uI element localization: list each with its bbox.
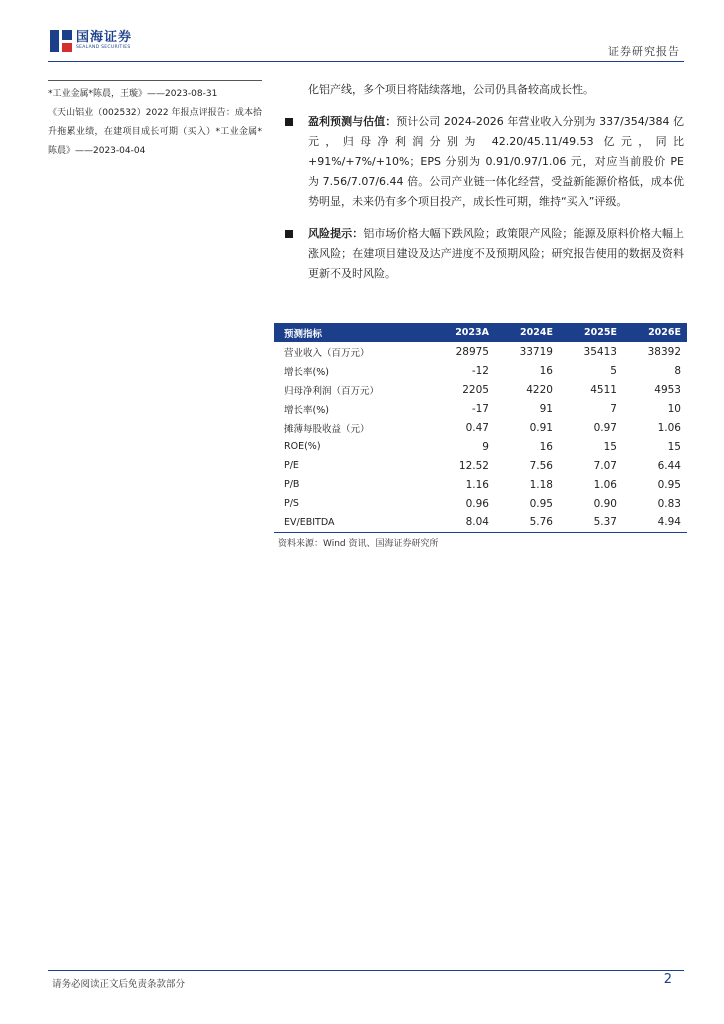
value-cell: 1.18 (529, 478, 553, 491)
page-number: 2 (663, 972, 672, 987)
row-label-cell: P/B (284, 479, 300, 490)
value-cell: 7 (610, 402, 617, 415)
row-label-cell: 营业收入（百万元） (284, 347, 370, 359)
value-cell: 0.47 (465, 421, 489, 434)
logo-cn-text: 国海证券 (76, 30, 133, 46)
value-cell: 35413 (583, 345, 617, 358)
row-label-cell: 增长率(%) (284, 366, 329, 378)
footer-disclaimer: 请务必阅读正文后免责条款部分 (52, 979, 186, 990)
value-cell: 4953 (654, 383, 681, 396)
forecast-title: 盈利预测与估值： (308, 115, 397, 128)
forecast-section (284, 112, 684, 212)
value-cell: 5.76 (495, 513, 559, 532)
table-header-cell: 2023A (430, 323, 495, 342)
row-label-cell: P/E (284, 460, 299, 471)
row-label-cell: EV/EBITDA (274, 513, 430, 532)
value-cell: 4511 (590, 383, 617, 396)
related-report-item: 《天山铝业（002532）2022 年报点评报告：成本拾升拖累业绩，在建项目成长可期（买入）*工业金属*陈晨》——2023-04-04 (48, 108, 262, 156)
value-cell: 0.96 (465, 497, 489, 510)
value-cell: 6.44 (657, 459, 681, 472)
table-row (274, 361, 687, 380)
value-cell: 1.06 (593, 478, 617, 491)
value-cell: 33719 (519, 345, 553, 358)
row-label-cell: ROE(%) (284, 441, 321, 452)
value-cell: 16 (539, 364, 553, 377)
value-cell: 0.97 (593, 421, 617, 434)
sidebar-divider (48, 80, 262, 81)
table-header-row (274, 323, 687, 342)
value-cell: 0.83 (657, 497, 681, 510)
value-cell: 0.91 (529, 421, 553, 434)
table-row (274, 399, 687, 418)
value-cell: 7.56 (529, 459, 553, 472)
value-cell: 28975 (455, 345, 489, 358)
row-label-cell: P/S (284, 498, 299, 509)
risk-title: 风险提示： (308, 227, 364, 240)
forecast-table (274, 323, 687, 533)
value-cell: 0.95 (657, 478, 681, 491)
table-row (274, 342, 687, 361)
value-cell: 1.16 (465, 478, 489, 491)
table-row (274, 494, 687, 513)
value-cell: 38392 (647, 345, 681, 358)
value-cell: 2205 (462, 383, 489, 396)
value-cell: -12 (471, 364, 489, 377)
row-label-cell: 归母净利润（百万元） (284, 385, 380, 397)
forecast-text: 预计公司 2024-2026 年营业收入分别为 337/354/384 亿元，归母净利润分别为 42.20/45.11/49.53 亿元，同比+91%/+7%/+10%；EPS 分别为 0.91/0.97/1.06 元，对应当前股价 PE 为 7.56/7.07/6.44 倍。公司产业链一体化经营，受益新能源价格低，成本优势明显，未来仍有多个项目投产，成长性可期，维持“买入”评级。 (308, 115, 684, 208)
logo-en-text: SEALAND SECURITIES (76, 45, 131, 51)
value-cell: 5.37 (559, 513, 623, 532)
value-cell: 15 (603, 440, 617, 453)
company-logo (50, 30, 132, 52)
value-cell: 8.04 (430, 513, 495, 532)
value-cell: 91 (539, 402, 553, 415)
value-cell: 16 (539, 440, 553, 453)
value-cell: 12.52 (458, 459, 489, 472)
square-bullet-icon (285, 118, 293, 126)
table-row (274, 513, 687, 532)
value-cell: 7.07 (593, 459, 617, 472)
value-cell: 9 (482, 440, 489, 453)
table-row (274, 380, 687, 399)
value-cell: 5 (610, 364, 617, 377)
table-source-note: 资料来源：Wind 资讯、国海证券研究所 (278, 539, 439, 549)
value-cell: 8 (674, 364, 681, 377)
value-cell: -17 (471, 402, 489, 415)
table-header-cell: 2024E (495, 323, 559, 342)
value-cell: 0.95 (529, 497, 553, 510)
footer-divider (48, 970, 684, 971)
related-report-item: *工业金属*陈晨，王璇》——2023-08-31 (48, 89, 218, 99)
value-cell: 0.90 (593, 497, 617, 510)
row-label-cell: 增长率(%) (284, 404, 329, 416)
table-row (274, 475, 687, 494)
report-type-label: 证券研究报告 (608, 45, 680, 58)
page-header (48, 28, 684, 62)
table-header-cell: 2025E (559, 323, 623, 342)
value-cell: 1.06 (657, 421, 681, 434)
intro-continuation: 化铝产线，多个项目将陆续落地，公司仍具备较高成长性。 (308, 83, 594, 96)
table-row (274, 418, 687, 437)
risk-text: 铝市场价格大幅下跌风险；政策限产风险；能源及原料价格大幅上涨风险；在建项目建设及达产进度不及预期风险；研究报告使用的数据及资料更新不及时风险。 (308, 227, 685, 280)
square-bullet-icon (285, 230, 293, 238)
value-cell: 4.94 (623, 513, 687, 532)
risk-section (284, 224, 684, 284)
related-reports-sidebar (48, 80, 262, 161)
main-content (284, 80, 684, 284)
value-cell: 4220 (526, 383, 553, 396)
row-label-cell: 摊薄每股收益（元） (284, 423, 370, 435)
table-header-cell: 预测指标 (274, 323, 430, 342)
value-cell: 10 (667, 402, 681, 415)
table-row (274, 456, 687, 475)
table-header-cell: 2026E (623, 323, 687, 342)
value-cell: 15 (667, 440, 681, 453)
table-row (274, 437, 687, 456)
logo-mark-icon (50, 30, 72, 52)
